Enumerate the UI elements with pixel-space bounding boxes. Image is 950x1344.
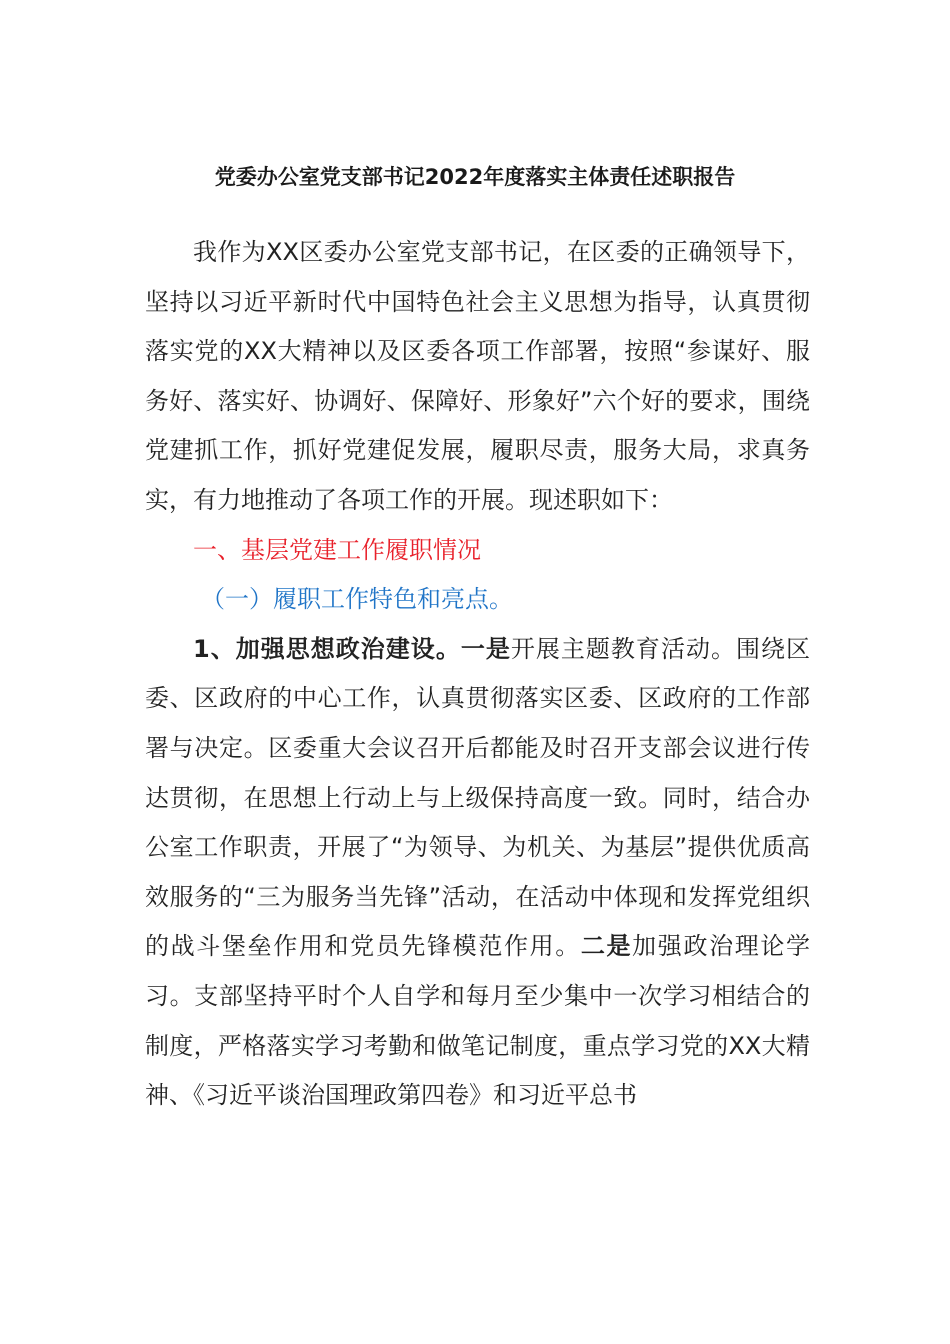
section-heading: 一、基层党建工作履职情况 bbox=[193, 535, 481, 564]
item-paragraph bbox=[145, 625, 810, 1121]
item-part2-text: 加强政治理论学习。支部坚持平时个人自学和每月至少集中一次学习相结合的制度，严格落实学习考勤和做笔记制度，重点学习党的XX大精神、《习近平谈治国理政第四卷》和习近平总书 bbox=[145, 932, 811, 1110]
item-part1-marker: 一是 bbox=[460, 634, 511, 663]
subsection-heading: （一）履职工作特色和亮点。 bbox=[201, 585, 513, 614]
intro-paragraph: 我作为XX区委办公室党支部书记，在区委的正确领导下，坚持以习近平新时代中国特色社会主义思想为指导，认真贯彻落实党的XX大精神以及区委各项工作部署，按照“参谋好、服务好、落实好、协调好、保障好、形象好”六个好的要求，围绕党建抓工作，抓好党建促发展，履职尽责，服务大局，求真务实，有力地推动了各项工作的开展。现述职如下： bbox=[145, 238, 810, 514]
item-part1-text: 开展主题教育活动。围绕区委、区政府的中心工作，认真贯彻落实区委、区政府的工作部署与决定。区委重大会议召开后都能及时召开支部会议进行传达贯彻，在思想上行动上与上级保持高度一致。同时，结合办公室工作职责，开展了“为领导、为机关、为基层”提供优质高效服务的“三为服务当先锋”活动，在活动中体现和发挥党组织的战斗堡垒作用和党员先锋模范作用。 bbox=[145, 634, 811, 961]
item-part2-marker: 二是 bbox=[580, 932, 633, 961]
document-title: 党委办公室党支部书记2022年度落实主体责任述职报告 bbox=[214, 165, 736, 189]
item-lead: 1、加强思想政治建设。 bbox=[193, 634, 461, 663]
document-body bbox=[145, 228, 810, 1121]
